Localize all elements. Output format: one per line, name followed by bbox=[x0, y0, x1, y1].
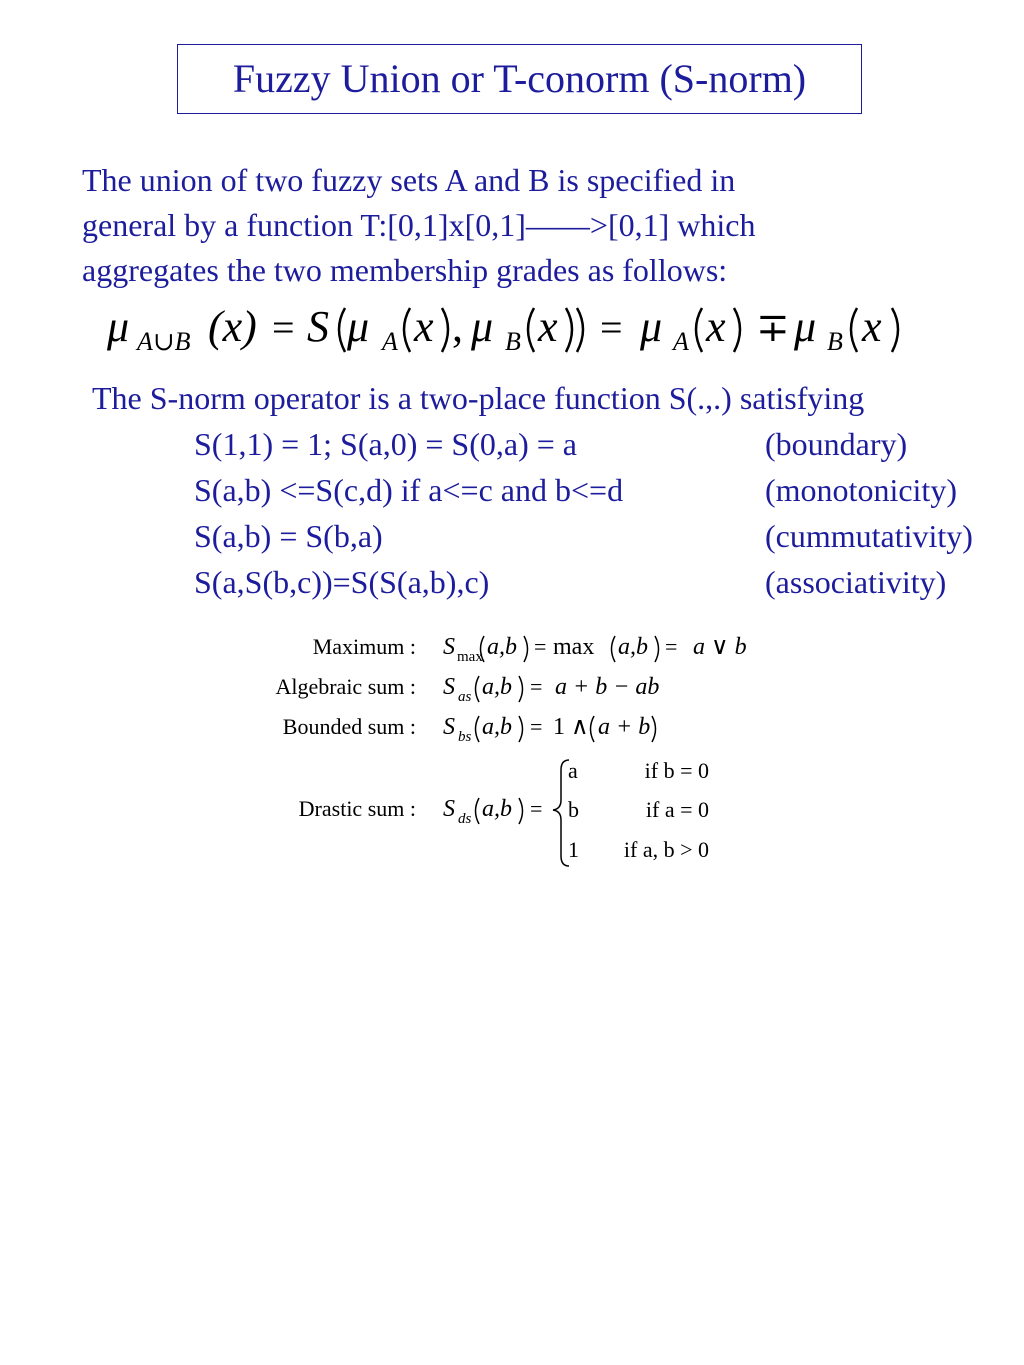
eq-x-4: x bbox=[862, 302, 882, 351]
def-max-equals: = bbox=[534, 634, 547, 659]
eq-tilde-plus: ∓ bbox=[756, 305, 790, 350]
def-bs-paren-open bbox=[476, 716, 480, 742]
def-bs-paren-open-2 bbox=[591, 716, 595, 742]
property-formula: S(a,S(b,c))=S(S(a,b),c) bbox=[194, 564, 490, 600]
property-formula: S(a,b) = S(b,a) bbox=[194, 518, 383, 554]
def-max-label: Maximum : bbox=[312, 634, 416, 659]
def-ds-case-value: b bbox=[568, 797, 579, 822]
property-name: (monotonicity) bbox=[765, 472, 957, 508]
intro-line-2: general by a function T:[0,1]x[0,1]——>[0,1] which bbox=[82, 207, 756, 243]
property-row bbox=[194, 421, 1024, 467]
def-ds-case-value: a bbox=[568, 758, 578, 783]
def-ds-paren-close bbox=[519, 798, 523, 824]
eq-mu-5: μ bbox=[794, 302, 817, 351]
eq-equals-1: = bbox=[272, 305, 295, 350]
def-bs-paren-close-2 bbox=[652, 716, 656, 742]
eq-mu-1: μ bbox=[107, 302, 130, 351]
eq-sub-A-1: A bbox=[382, 327, 398, 356]
union-equation bbox=[0, 296, 1024, 362]
property-row bbox=[194, 559, 1024, 605]
eq-paren-close-3 bbox=[566, 308, 572, 352]
intro-line-3: aggregates the two membership grades as follows: bbox=[82, 252, 728, 288]
def-as-sub: as bbox=[458, 689, 472, 705]
eq-paren-open-2 bbox=[404, 308, 410, 352]
def-ds-case-cond: if a = 0 bbox=[645, 797, 709, 822]
property-name: (boundary) bbox=[765, 426, 908, 462]
eq-paren-open-1 bbox=[339, 308, 345, 352]
snorm-intro: The S-norm operator is a two-place function S(.,.) satisfying bbox=[92, 380, 865, 416]
eq-paren-close-5 bbox=[892, 308, 898, 352]
eq-paren-open-5 bbox=[851, 308, 857, 352]
def-as-args: a,b bbox=[482, 674, 512, 700]
def-max-equals-2: = bbox=[665, 634, 678, 659]
def-max-rhs: a ∨ b bbox=[693, 634, 747, 660]
def-ds-paren-open bbox=[476, 798, 480, 824]
def-as-rhs: a + b − ab bbox=[555, 674, 660, 700]
eq-paren-close-2 bbox=[442, 308, 448, 352]
def-ds-S: S bbox=[443, 796, 455, 822]
property-list bbox=[194, 421, 1024, 605]
eq-mu-3: μ bbox=[471, 302, 494, 351]
property-name: (associativity) bbox=[765, 564, 947, 600]
def-max-args: a,b bbox=[487, 634, 517, 660]
def-ds-sub: ds bbox=[458, 811, 472, 827]
property-formula: S(1,1) = 1; S(a,0) = S(0,a) = a bbox=[194, 426, 577, 462]
eq-x-2: x bbox=[538, 302, 558, 351]
def-bs-args: a,b bbox=[482, 714, 512, 740]
eq-sub-A-2: A bbox=[673, 327, 689, 356]
eq-sub-B-2: B bbox=[827, 327, 843, 356]
intro-paragraph bbox=[82, 158, 942, 293]
def-max-paren-close bbox=[524, 636, 528, 662]
def-bs-one: 1 ∧ bbox=[553, 714, 589, 740]
eq-paren-open-4 bbox=[696, 308, 702, 352]
def-as-equals: = bbox=[530, 674, 543, 699]
eq-sub-B-1: B bbox=[505, 327, 521, 356]
eq-comma: , bbox=[452, 302, 463, 351]
intro-line-1: The union of two fuzzy sets A and B is specified in bbox=[82, 162, 736, 198]
def-as-paren-open bbox=[476, 676, 480, 702]
eq-sub-union: A∪B bbox=[137, 327, 191, 356]
property-row bbox=[194, 513, 1024, 559]
def-max-paren-close-2 bbox=[655, 636, 659, 662]
def-as-paren-close bbox=[519, 676, 523, 702]
def-bs-label: Bounded sum : bbox=[282, 714, 416, 739]
def-bs-equals: = bbox=[530, 714, 543, 739]
property-name: (cummutativity) bbox=[765, 518, 973, 554]
snorm-definitions bbox=[0, 620, 1024, 880]
def-as-S: S bbox=[443, 674, 455, 700]
def-bs-paren-close bbox=[519, 716, 523, 742]
eq-paren-close-1 bbox=[577, 308, 583, 352]
eq-paren-open-3 bbox=[528, 308, 534, 352]
property-formula: S(a,b) <=S(c,d) if a<=c and b<=d bbox=[194, 472, 624, 508]
def-ds-case-cond: if b = 0 bbox=[644, 758, 709, 783]
eq-x-3: x bbox=[706, 302, 726, 351]
property-row bbox=[194, 467, 1024, 513]
def-ds-label: Drastic sum : bbox=[298, 796, 416, 821]
def-ds-args: a,b bbox=[482, 796, 512, 822]
def-max-paren-open-2 bbox=[612, 636, 616, 662]
eq-mu-4: μ bbox=[640, 302, 663, 351]
eq-mu-2: μ bbox=[347, 302, 370, 351]
def-max-sub: max bbox=[457, 649, 483, 665]
def-max-S: S bbox=[443, 634, 455, 660]
slide-title: Fuzzy Union or T-conorm (S-norm) bbox=[232, 56, 807, 101]
def-bs-S: S bbox=[443, 714, 455, 740]
def-bs-rhs: a + b bbox=[598, 714, 651, 740]
eq-S: S bbox=[307, 302, 329, 351]
def-ds-brace bbox=[553, 760, 569, 866]
def-ds-case-value: 1 bbox=[568, 837, 579, 862]
def-max-func: max bbox=[553, 634, 595, 660]
eq-x-1: x bbox=[414, 302, 434, 351]
def-bs-sub: bs bbox=[458, 729, 472, 745]
def-as-label: Algebraic sum : bbox=[275, 674, 416, 699]
def-ds-case-cond: if a, b > 0 bbox=[623, 837, 709, 862]
title-box bbox=[177, 44, 862, 114]
eq-equals-2: = bbox=[600, 305, 623, 350]
eq-paren-close-4 bbox=[734, 308, 740, 352]
def-ds-equals: = bbox=[530, 796, 543, 821]
eq-x-paren: (x) bbox=[208, 302, 257, 351]
def-max-args-2: a,b bbox=[618, 634, 648, 660]
